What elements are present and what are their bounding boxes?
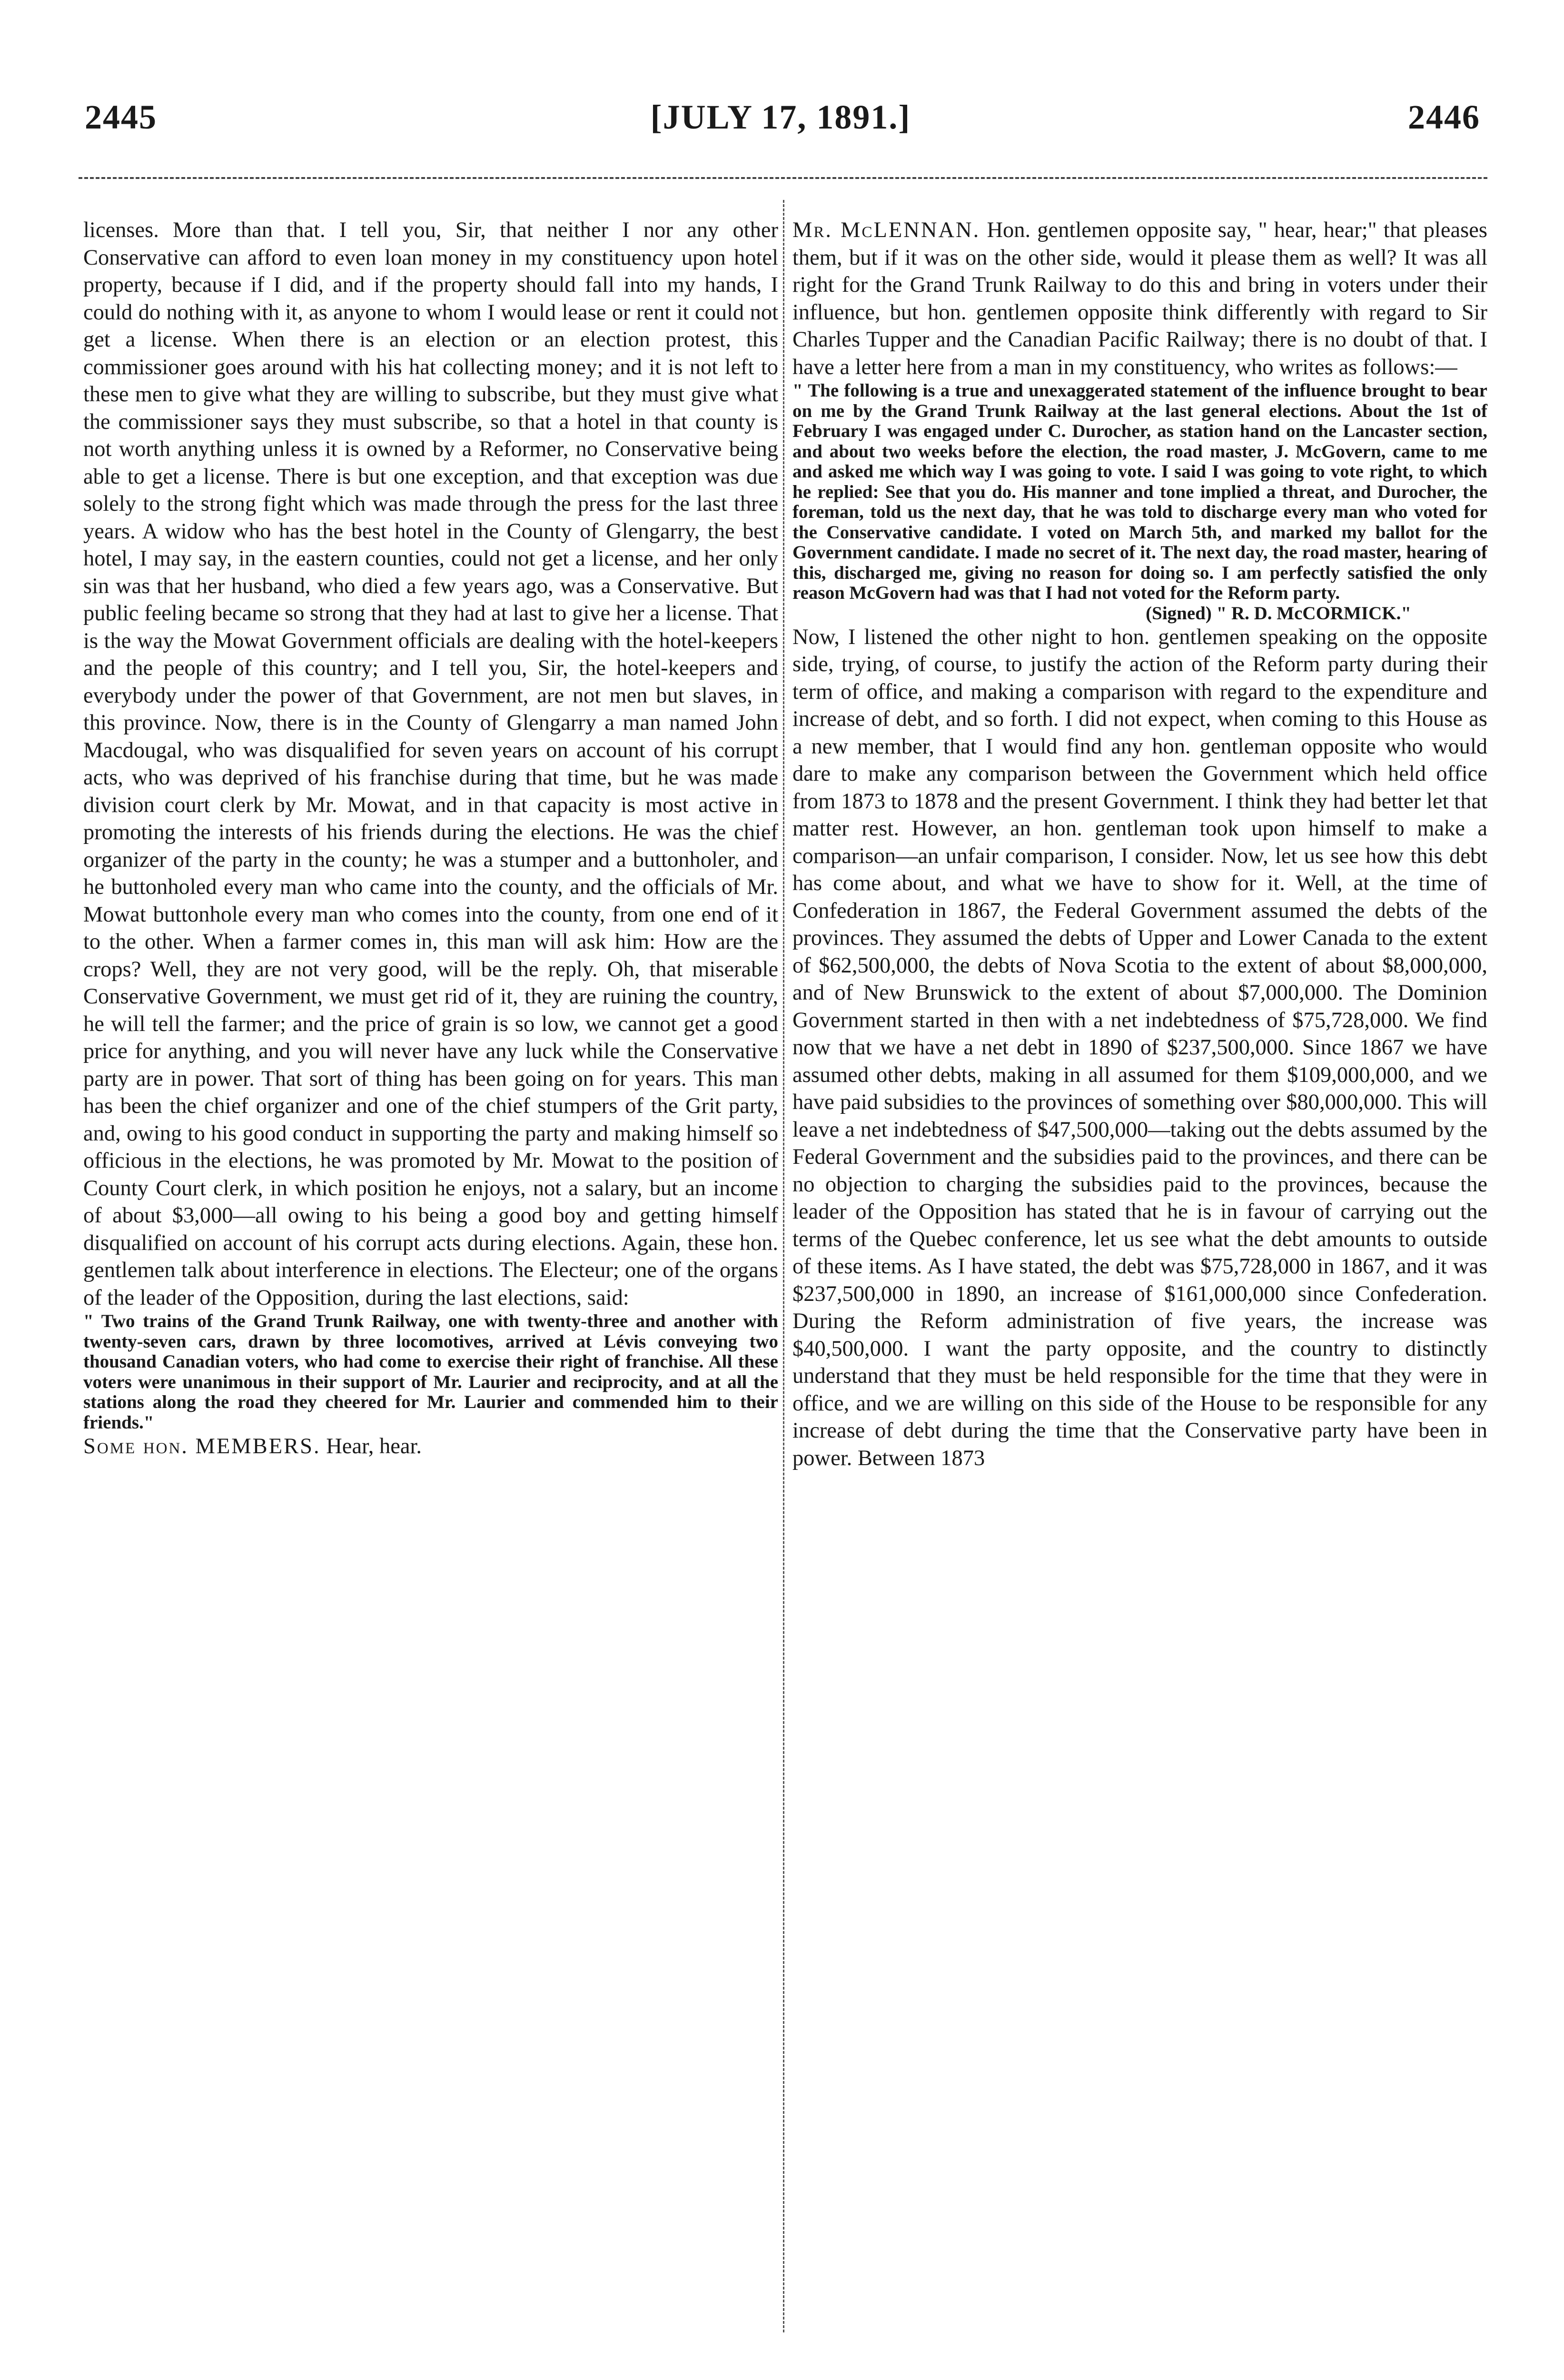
header-rule (79, 177, 1487, 179)
right-paragraph-1-text: Hon. gentlemen opposite say, " hear, hear;" that pleases them, but if it was on the other side, would it please them as well? It was all right for the Grand Trunk Railway to do this and bring in voters under their influence, but hon. gentlemen opposite think differently with regard to Sir Charles Tupper and the Canadian Pacific Railway; there is no doubt of that. I have a letter here from a man in my constituency, who writes as follows:— (792, 218, 1487, 379)
page-header (71, 93, 1490, 145)
column-divider (783, 200, 784, 2332)
page-number-left: 2445 (85, 98, 157, 136)
left-column (83, 217, 778, 1460)
page-number-right: 2446 (1408, 98, 1480, 136)
letter-signature: (Signed) " R. D. McCORMICK." (1146, 603, 1411, 624)
reply-speaker: Some hon. MEMBERS. (83, 1434, 321, 1458)
left-quote-electeur: " Two trains of the Grand Trunk Railway, one with twenty-three and another with twenty-seven cars, drawn by three locomotives, arrived at Lévis conveying two thousand Canadian voters, who had come to exercise their right of franchise. All these voters were unanimous in their support of Mr. Laurier and reciprocity, and at all the stations along the road they cheered for Mr. Laurier and commended him to their friends." (83, 1311, 778, 1433)
right-paragraph-1 (792, 217, 1487, 381)
left-paragraph-1: licenses. More than that. I tell you, Sir, that neither I nor any other Conservative can afford to even loan money in my constituency upon hotel property, because if I did, and if the property should fall into my hands, I could do nothing with it, as anyone to whom I would lease or rent it could not get a license. When there is an election or an election protest, this commissioner goes around with his hat collecting money; and it is not left to these men to give what they are willing to subscribe, but they must give what the commissioner says they must subscribe, so that a hotel in that county is not worth anything unless it is owned by a Reformer, no Conservative being able to get a license. There is but one exception, and that exception was due solely to the strong fight which was made through the press for the last three years. A widow who has the best hotel in the County of Glengarry, the best hotel, I may say, in the eastern counties, could not get a license, and her only sin was that her husband, who died a few years ago, was a Conservative. But public feeling became so strong that they had at last to give her a license. That is the way the Mowat Government officials are dealing with the hotel-keepers and the people of this country; and I tell you, Sir, the hotel-keepers and everybody under the power of that Government, are not men but slaves, in this province. Now, there is in the County of Glengarry a man named John Macdougal, who was disqualified for seven years on account of his corrupt acts, who was deprived of his franchise during that time, but he was made division court clerk by Mr. Mowat, and in that capacity is most active in promoting the interests of his friends during the elections. He was the chief organizer of the party in the county; he was a stumper and a buttonholer, and he buttonholed every man who came into the county, and the officials of Mr. Mowat buttonhole every man who comes into the county, from one end of it to the other. When a farmer comes in, this man will ask him: How are the crops? Well, they are not very good, will be the reply. Oh, that miserable Conservative Government, we must get rid of it, they are ruining the country, he will tell the farmer; and the price of grain is so low, we cannot get a good price for anything, and you will never have any luck while the Conservative party are in power. That sort of thing has been going on for years. This man has been the chief organizer and one of the chief stumpers of the Grit party, and, owing to his good conduct in supporting the party and making himself so officious in the elections, he was promoted by Mr. Mowat to the position of County Court clerk, in which position he enjoys, not a salary, but an income of about $3,000—all owing to his being a good boy and getting himself disqualified on account of his corrupt acts during elections. Again, these hon. gentlemen talk about interference in elections. The Electeur; one of the organs of the leader of the Opposition, during the last elections, said: (83, 218, 778, 1310)
speaker-name: Mr. McLENNAN. (792, 218, 980, 242)
reply-text: Hear, hear. (326, 1434, 422, 1458)
members-reply (83, 1433, 778, 1460)
right-column (792, 217, 1487, 1472)
right-paragraph-2: Now, I listened the other night to hon. gentlemen speaking on the opposite side, trying, of course, to justify the action of the Reform party during their term of office, and making a comparison with regard to the expenditure and increase of debt, and so forth. I did not expect, when coming to this House as a new member, that I would find any hon. gentleman opposite who would dare to make any comparison between the Government which held office from 1873 to 1878 and the present Government. I think they had better let that matter rest. However, an hon. gentleman took upon himself to make a comparison—an unfair comparison, I consider. Now, let us see how this debt has come about, and what we have to show for it. Well, at the time of Confederation in 1867, the Federal Government assumed the debts of the provinces. They assumed the debts of Upper and Lower Canada to the extent of $62,500,000, the debts of Nova Scotia to the extent of about $8,000,000, and of New Brunswick to the extent of about $7,000,000. The Dominion Government started in then with a net indebtedness of $75,728,000. We find now that we have a net debt in 1890 of $237,500,000. Since 1867 we have assumed other debts, making in all assumed for them $109,000,000, and we have paid subsidies to the provinces of something over $80,000,000. This will leave a net indebtedness of $47,500,000—taking out the debts assumed by the Federal Government and the subsidies paid to the provinces, and there can be no objection to charging the subsidies paid to the provinces, because the leader of the Opposition has stated that he is in favour of carrying out the terms of the Quebec conference, let us see what the debt amounts to outside of these items. As I have stated, the debt was $75,728,000 in 1867, and it was $237,500,000 in 1890, an increase of $161,000,000 since Confederation. During the Reform administration of five years, the increase was $40,500,000. I want the party opposite, and the country to distinctly understand that they must be held responsible for the time that they were in office, and we are willing on this side of the House to be responsible for any increase of debt during the time that the Conservative party have been in power. Between 1873 (792, 625, 1487, 1470)
header-date: [JULY 17, 1891.] (650, 98, 911, 136)
right-quote-letter: " The following is a true and unexaggerated statement of the influence brought to bear on me by the Grand Trunk Railway at the last general elections. About the 1st of February I was engaged under C. Durocher, as station hand on the Lancaster section, and about two weeks before the election, the road master, J. McGovern, came to me and asked me which way I was going to vote. I said I was going to vote right, to which he replied: See that you do. His manner and tone implied a threat, and Durocher, the foreman, told us the next day, that he was told to discharge every man who voted for the Conservative candidate. I voted on March 5th, and marked my ballot for the Government candidate. I made no secret of it. The next day, the road master, hearing of this, discharged me, giving no reason for doing so. I am perfectly satisfied the only reason McGovern had was that I had not voted for the Reform party. (792, 380, 1487, 603)
